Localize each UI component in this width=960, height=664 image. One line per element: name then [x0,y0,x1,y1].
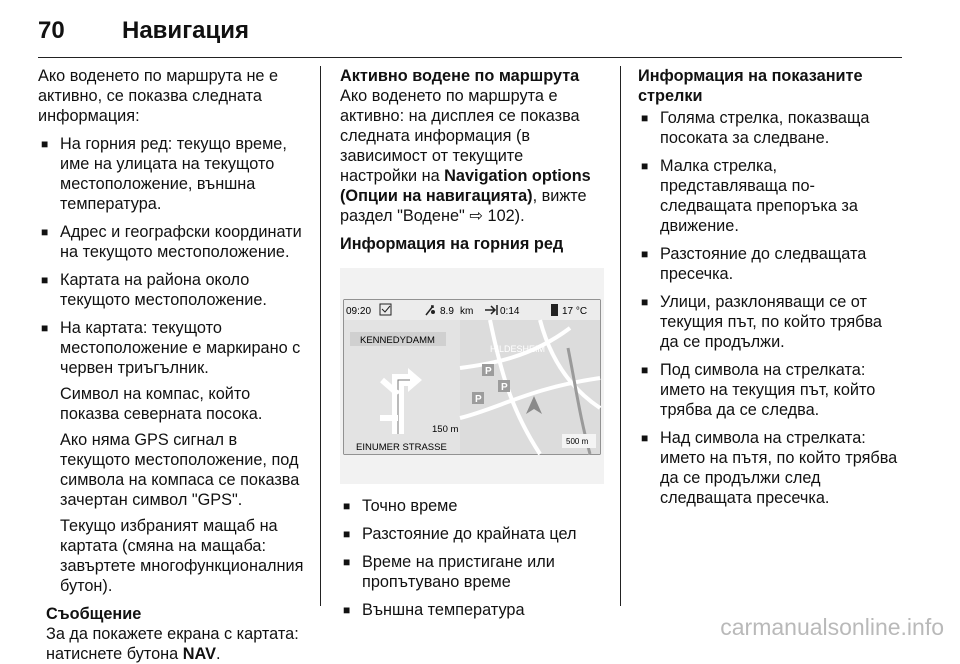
eta-readout: 0:14 [500,306,520,317]
map-scale-label: 500 m [566,437,589,446]
note-text: За да покажете екрана с картата: натиснете бутона NAV. [46,625,299,663]
list-item: ■ Разстояние до следващата пресечка. [638,244,904,284]
section-text: Ако воденето по маршрута е активно: на дисплея се показва следната информация (в зависимост от текущите настройки на Navigation options (Опции на навигацията), вижте раздел "Водене" ⇨ 102). [340,87,591,225]
temperature-readout: 17 °C [562,306,588,317]
distance-readout: 8.9 [440,306,454,317]
sub-paragraph: Текущо избраният мащаб на картата (смяна на мащаба: завъртете многофункционалния бутон). [60,517,304,595]
list-item: ■ На горния ред: текущо време, име на улицата на текущото местоположение, външна температура. [38,134,310,214]
parking-label: P [501,382,508,393]
section-heading: Активно водене по маршрута [340,67,580,85]
map-place-label: HILDESHEIM [490,344,546,354]
page-number: 70 [38,17,65,44]
sub-paragraph: Символ на компас, който показва северната посока. [60,385,263,423]
list-item: ■ Време на пристигане или пропътувано време [340,552,604,592]
list-item: ■ На картата: текущото местоположение е маркирано с червен триъгълник. [38,318,310,378]
watermark: carmanualsonline.info [720,614,944,640]
column-divider [620,66,621,606]
page-title: Навигация [122,17,250,44]
parking-label: P [475,394,482,405]
note-heading: Съобщение [46,605,142,623]
column-2 [340,66,604,620]
page-header [38,12,902,52]
list-item: ■ Голяма стрелка, показваща посоката за следване. [638,108,904,148]
page-ref[interactable]: 102). [487,207,525,225]
list-item: ■ Разстояние до крайната цел [340,524,604,544]
column-3 [638,66,904,508]
list-item: ■ Над символа на стрелката: името на пътя, по който трябва да се продължи след следващата пресечка. [638,428,904,508]
list-item: ■ Улици, разклоняващи се от текущия път, по който трябва да се продължи. [638,292,904,352]
nav-button-label: NAV [182,645,216,663]
column-1 [38,66,310,664]
sub-heading: Информация на горния ред [340,235,564,253]
list-item: ■ Под символа на стрелката: името на текущия път, който трябва да се следва. [638,360,904,420]
list-item: ■ Малка стрелка, представляваща по-следващата препоръка за движение. [638,156,904,236]
column-divider [320,66,321,606]
distance-unit: km [460,306,474,317]
section-heading: Информация на показаните стрелки [638,67,863,105]
list-item: ■ Картата на района около текущото местоположение. [38,270,310,310]
street-bottom: EINUMER STRASSE [356,442,447,453]
turn-distance: 150 m [432,424,459,435]
header-rule [38,57,902,58]
intro-text: Ако воденето по маршрута не е активно, се показва следната информация: [38,67,279,125]
sub-paragraph: Ако няма GPS сигнал в текущото местоположение, под символа на компаса се показва зачертан символ "GPS". [60,431,300,509]
thermometer-icon [551,304,558,316]
street-top: KENNEDYDAMM [360,335,435,346]
nav-screen-svg [340,268,604,484]
parking-label: P [485,366,492,377]
navigation-options-term: Navigation options (Опции на навигацията) [340,167,591,205]
list-item: ■ Адрес и географски координати на текущото местоположение. [38,222,310,262]
page-ref-icon: ⇨ [469,207,483,225]
list-item: ■ Външна температура [340,600,604,620]
time-readout: 09:20 [346,306,372,317]
list-item: ■ Точно време [340,496,604,516]
display-illustration [340,268,604,484]
